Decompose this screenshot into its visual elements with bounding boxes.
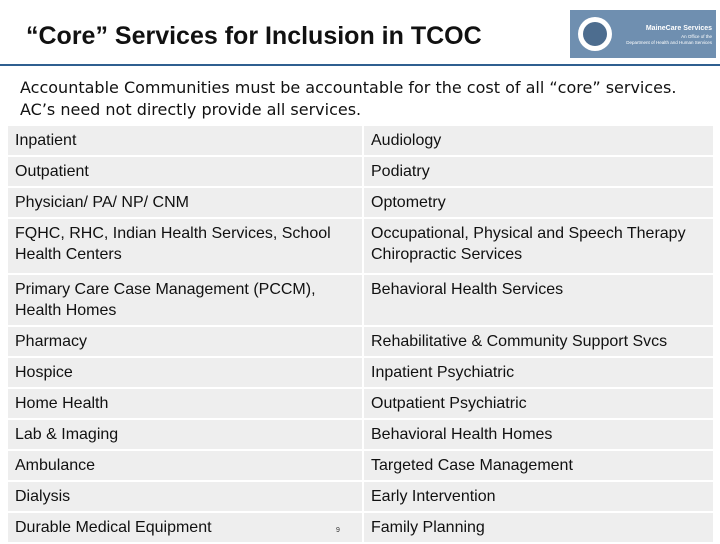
table-row	[7, 419, 714, 450]
service-cell-left: Pharmacy	[7, 326, 363, 357]
service-cell-left: Outpatient	[7, 156, 363, 187]
service-cell-right: Optometry	[363, 187, 714, 218]
table-row	[7, 512, 714, 543]
service-cell-left: Durable Medical Equipment	[7, 512, 363, 543]
logo-name: MaineCare Services	[645, 24, 712, 32]
service-cell-right: Occupational, Physical and Speech Therapy Chiropractic Services	[363, 218, 714, 274]
table-row	[7, 388, 714, 419]
intro-line-1: Accountable Communities must be accountable for the cost of all “core” services.	[20, 78, 677, 97]
service-cell-left: Home Health	[7, 388, 363, 419]
service-cell-right: Targeted Case Management	[363, 450, 714, 481]
header-divider	[0, 64, 720, 66]
logo-tagline-1: An Office of the	[681, 33, 712, 39]
table-row	[7, 125, 714, 156]
service-cell-left: Inpatient	[7, 125, 363, 156]
table-row	[7, 326, 714, 357]
table-row	[7, 274, 714, 326]
mainecare-logo	[570, 10, 716, 58]
service-cell-right: Rehabilitative & Community Support Svcs	[363, 326, 714, 357]
service-cell-left: Lab & Imaging	[7, 419, 363, 450]
intro-text	[20, 77, 710, 121]
logo-tagline-2: Department of Health and Human Services	[626, 39, 712, 45]
service-cell-right: Inpatient Psychiatric	[363, 357, 714, 388]
service-cell-right: Family Planning	[363, 512, 714, 543]
service-cell-right: Early Intervention	[363, 481, 714, 512]
services-table	[6, 124, 715, 544]
page-number: 9	[336, 527, 340, 534]
table-row	[7, 481, 714, 512]
service-cell-left: Physician/ PA/ NP/ CNM	[7, 187, 363, 218]
service-cell-left: Hospice	[7, 357, 363, 388]
table-row	[7, 357, 714, 388]
table-row	[7, 156, 714, 187]
logo-text	[622, 23, 712, 46]
service-cell-left: Primary Care Case Management (PCCM), Health Homes	[7, 274, 363, 326]
service-cell-right: Audiology	[363, 125, 714, 156]
table-row	[7, 450, 714, 481]
service-cell-right: Behavioral Health Homes	[363, 419, 714, 450]
service-cell-left: Ambulance	[7, 450, 363, 481]
service-cell-left: FQHC, RHC, Indian Health Services, School Health Centers	[7, 218, 363, 274]
state-seal-icon	[578, 17, 612, 51]
intro-line-2: AC’s need not directly provide all services.	[20, 100, 362, 119]
service-cell-right: Podiatry	[363, 156, 714, 187]
service-cell-right: Outpatient Psychiatric	[363, 388, 714, 419]
table-row	[7, 218, 714, 274]
table-row	[7, 187, 714, 218]
service-cell-left: Dialysis	[7, 481, 363, 512]
slide-title: “Core” Services for Inclusion in TCOC	[26, 22, 482, 50]
service-cell-right: Behavioral Health Services	[363, 274, 714, 326]
